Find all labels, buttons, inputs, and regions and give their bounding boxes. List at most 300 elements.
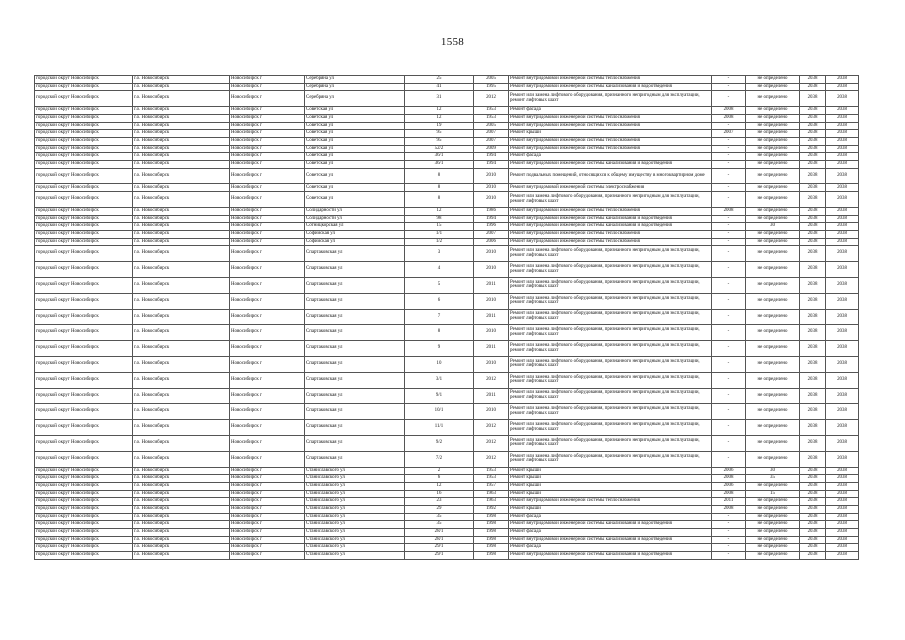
work-type-cell: Ремонт или замена лифтового оборудования, признанного непригодным для эксплуатации, ремонт лифтовых шахт	[509, 293, 712, 309]
table-row	[35, 231, 859, 239]
city-cell: Новосибирск г	[230, 490, 305, 498]
year-built-cell: 1998	[474, 529, 509, 537]
year-built-cell: 2006	[474, 238, 509, 246]
city-cell: Новосибирск г	[230, 505, 305, 513]
territory-cell: г.о. Новосибирск	[133, 277, 230, 293]
city-cell: Новосибирск г	[230, 238, 305, 246]
city-cell: Новосибирск г	[230, 246, 305, 262]
last-repair-year-cell: -	[712, 341, 746, 357]
street-cell: Советская ул	[305, 160, 405, 168]
year-built-cell: 2010	[474, 192, 509, 208]
plan-year-start-cell: 2038	[800, 341, 826, 357]
house-number-cell: 98	[405, 215, 474, 223]
street-cell: Солидарности ул	[305, 207, 405, 215]
year-built-cell: 2007	[474, 231, 509, 239]
territory-cell: г.о. Новосибирск	[133, 145, 230, 153]
plan-year-start-cell: 2038	[800, 505, 826, 513]
municipality-cell: городской округ Новосибирск	[35, 223, 133, 231]
municipality-cell: городской округ Новосибирск	[35, 544, 133, 552]
year-built-cell: 2005	[474, 122, 509, 130]
table-row	[35, 435, 859, 451]
wear-cell: не определено	[746, 184, 800, 192]
municipality-cell: городской округ Новосибирск	[35, 451, 133, 467]
municipality-cell: городской округ Новосибирск	[35, 372, 133, 388]
house-number-cell: 12	[405, 482, 474, 490]
city-cell: Новосибирск г	[230, 293, 305, 309]
plan-year-start-cell: 2038	[800, 160, 826, 168]
municipality-cell: городской округ Новосибирск	[35, 262, 133, 278]
table-row	[35, 404, 859, 420]
territory-cell: г.о. Новосибирск	[133, 451, 230, 467]
city-cell: Новосибирск г	[230, 137, 305, 145]
work-type-cell: Ремонт внутридомовой инженерной системы теплоснабжения	[509, 238, 712, 246]
city-cell: Новосибирск г	[230, 521, 305, 529]
municipality-cell: городской округ Новосибирск	[35, 521, 133, 529]
year-built-cell: 1953	[474, 107, 509, 115]
territory-cell: г.о. Новосибирск	[133, 184, 230, 192]
table-row	[35, 529, 859, 537]
year-built-cell: 1992	[474, 505, 509, 513]
work-type-cell: Ремонт внутридомовой инженерной системы теплоснабжения	[509, 122, 712, 130]
work-type-cell: Ремонт фасада	[509, 513, 712, 521]
wear-cell: не определено	[746, 76, 800, 84]
plan-year-end-cell: 2038	[826, 114, 859, 122]
table-row	[35, 544, 859, 552]
house-number-cell: 10	[405, 356, 474, 372]
territory-cell: г.о. Новосибирск	[133, 223, 230, 231]
last-repair-year-cell: -	[712, 168, 746, 184]
year-built-cell: 2010	[474, 168, 509, 184]
table-row	[35, 238, 859, 246]
work-type-cell: Ремонт крыши	[509, 505, 712, 513]
last-repair-year-cell: -	[712, 544, 746, 552]
plan-year-end-cell: 2038	[826, 130, 859, 138]
city-cell: Новосибирск г	[230, 207, 305, 215]
city-cell: Новосибирск г	[230, 114, 305, 122]
work-type-cell: Ремонт внутридомовой инженерной системы электроснабжения	[509, 184, 712, 192]
municipality-cell: городской округ Новосибирск	[35, 435, 133, 451]
last-repair-year-cell: -	[712, 122, 746, 130]
last-repair-year-cell: 2006	[712, 467, 746, 475]
city-cell: Новосибирск г	[230, 341, 305, 357]
wear-cell: 35	[746, 475, 800, 483]
last-repair-year-cell: -	[712, 192, 746, 208]
last-repair-year-cell: -	[712, 388, 746, 404]
last-repair-year-cell: -	[712, 91, 746, 107]
plan-year-end-cell: 2038	[826, 107, 859, 115]
city-cell: Новосибирск г	[230, 404, 305, 420]
city-cell: Новосибирск г	[230, 262, 305, 278]
wear-cell: не определено	[746, 107, 800, 115]
year-built-cell: 2011	[474, 277, 509, 293]
city-cell: Новосибирск г	[230, 168, 305, 184]
year-built-cell: 1986	[474, 207, 509, 215]
territory-cell: г.о. Новосибирск	[133, 293, 230, 309]
city-cell: Новосибирск г	[230, 223, 305, 231]
plan-year-start-cell: 2038	[800, 246, 826, 262]
plan-year-end-cell: 2038	[826, 293, 859, 309]
plan-year-start-cell: 2038	[800, 262, 826, 278]
street-cell: Советская ул	[305, 114, 405, 122]
work-type-cell: Ремонт внутридомовой инженерной системы канализования и водоотведения	[509, 83, 712, 91]
year-built-cell: 2011	[474, 309, 509, 325]
last-repair-year-cell: -	[712, 435, 746, 451]
year-built-cell: 2010	[474, 325, 509, 341]
territory-cell: г.о. Новосибирск	[133, 160, 230, 168]
municipality-cell: городской округ Новосибирск	[35, 107, 133, 115]
street-cell: Спартаковская ул	[305, 420, 405, 436]
street-cell: Серебряна ул	[305, 83, 405, 91]
table-row	[35, 552, 859, 560]
wear-cell: не определено	[746, 83, 800, 91]
territory-cell: г.о. Новосибирск	[133, 341, 230, 357]
territory-cell: г.о. Новосибирск	[133, 231, 230, 239]
house-number-cell: 29/1	[405, 552, 474, 560]
last-repair-year-cell: -	[712, 153, 746, 161]
year-built-cell: 2007	[474, 130, 509, 138]
plan-year-start-cell: 2038	[800, 475, 826, 483]
territory-cell: г.о. Новосибирск	[133, 505, 230, 513]
municipality-cell: городской округ Новосибирск	[35, 207, 133, 215]
table-row	[35, 192, 859, 208]
house-number-cell: 36/1	[405, 153, 474, 161]
work-type-cell: Ремонт внутридомовой инженерной системы канализования и водоотведения	[509, 552, 712, 560]
wear-cell: не определено	[746, 435, 800, 451]
municipality-cell: городской округ Новосибирск	[35, 475, 133, 483]
plan-year-start-cell: 2038	[800, 536, 826, 544]
last-repair-year-cell: -	[712, 536, 746, 544]
territory-cell: г.о. Новосибирск	[133, 513, 230, 521]
wear-cell: не определено	[746, 356, 800, 372]
house-number-cell: 19	[405, 122, 474, 130]
year-built-cell: 1998	[474, 544, 509, 552]
table-row	[35, 215, 859, 223]
work-type-cell: Ремонт или замена лифтового оборудования, признанного непригодным для эксплуатации, ремонт лифтовых шахт	[509, 309, 712, 325]
plan-year-start-cell: 2038	[800, 145, 826, 153]
city-cell: Новосибирск г	[230, 420, 305, 436]
municipality-cell: городской округ Новосибирск	[35, 83, 133, 91]
table-row	[35, 521, 859, 529]
year-built-cell: 1963	[474, 498, 509, 506]
wear-cell: не определено	[746, 137, 800, 145]
last-repair-year-cell: 2007	[712, 130, 746, 138]
territory-cell: г.о. Новосибирск	[133, 490, 230, 498]
street-cell: Софийская ул	[305, 238, 405, 246]
work-type-cell: Ремонт или замена лифтового оборудования, признанного непригодным для эксплуатации, ремонт лифтовых шахт	[509, 435, 712, 451]
territory-cell: г.о. Новосибирск	[133, 498, 230, 506]
territory-cell: г.о. Новосибирск	[133, 130, 230, 138]
table-row	[35, 137, 859, 145]
street-cell: Солидарности ул	[305, 215, 405, 223]
wear-cell: не определено	[746, 215, 800, 223]
table-row	[35, 513, 859, 521]
year-built-cell: 1998	[474, 552, 509, 560]
municipality-cell: городской округ Новосибирск	[35, 122, 133, 130]
plan-year-end-cell: 2038	[826, 420, 859, 436]
city-cell: Новосибирск г	[230, 475, 305, 483]
street-cell: Спартаковская ул	[305, 262, 405, 278]
work-type-cell: Ремонт внутридомовой инженерной системы канализования и водоотведения	[509, 160, 712, 168]
plan-year-end-cell: 2038	[826, 388, 859, 404]
plan-year-start-cell: 2038	[800, 544, 826, 552]
city-cell: Новосибирск г	[230, 482, 305, 490]
street-cell: Спартаковская ул	[305, 404, 405, 420]
territory-cell: г.о. Новосибирск	[133, 404, 230, 420]
street-cell: Спартаковская ул	[305, 246, 405, 262]
territory-cell: г.о. Новосибирск	[133, 107, 230, 115]
year-built-cell: 1963	[474, 490, 509, 498]
plan-year-start-cell: 2038	[800, 76, 826, 84]
street-cell: Станиславского ул	[305, 498, 405, 506]
work-type-cell: Ремонт внутридомовой инженерной системы теплоснабжения	[509, 207, 712, 215]
wear-cell: не определено	[746, 536, 800, 544]
territory-cell: г.о. Новосибирск	[133, 388, 230, 404]
year-built-cell: 2010	[474, 246, 509, 262]
wear-cell: не определено	[746, 309, 800, 325]
year-built-cell: 1995	[474, 83, 509, 91]
work-type-cell: Ремонт внутридомовой инженерной системы теплоснабжения	[509, 114, 712, 122]
plan-year-end-cell: 2038	[826, 513, 859, 521]
municipality-cell: городской округ Новосибирск	[35, 536, 133, 544]
municipality-cell: городской округ Новосибирск	[35, 529, 133, 537]
city-cell: Новосибирск г	[230, 544, 305, 552]
house-number-cell: 4	[405, 262, 474, 278]
plan-year-start-cell: 2038	[800, 192, 826, 208]
work-type-cell: Ремонт или замена лифтового оборудования, признанного непригодным для эксплуатации, ремонт лифтовых шахт	[509, 246, 712, 262]
street-cell: Станиславского ул	[305, 482, 405, 490]
city-cell: Новосибирск г	[230, 145, 305, 153]
house-number-cell: 2	[405, 467, 474, 475]
street-cell: Советская ул	[305, 192, 405, 208]
year-built-cell: 2011	[474, 388, 509, 404]
plan-year-end-cell: 2038	[826, 207, 859, 215]
municipality-cell: городской округ Новосибирск	[35, 137, 133, 145]
municipality-cell: городской округ Новосибирск	[35, 246, 133, 262]
table-row	[35, 309, 859, 325]
year-built-cell: 2010	[474, 293, 509, 309]
wear-cell: не определено	[746, 451, 800, 467]
wear-cell: не определено	[746, 207, 800, 215]
municipality-cell: городской округ Новосибирск	[35, 231, 133, 239]
house-number-cell: 8	[405, 192, 474, 208]
plan-year-end-cell: 2038	[826, 153, 859, 161]
city-cell: Новосибирск г	[230, 231, 305, 239]
house-number-cell: 3/1	[405, 372, 474, 388]
municipality-cell: городской округ Новосибирск	[35, 293, 133, 309]
street-cell: Советская ул	[305, 107, 405, 115]
wear-cell: не определено	[746, 482, 800, 490]
plan-year-end-cell: 2038	[826, 498, 859, 506]
municipality-cell: городской округ Новосибирск	[35, 130, 133, 138]
municipality-cell: городской округ Новосибирск	[35, 309, 133, 325]
street-cell: Спартаковская ул	[305, 293, 405, 309]
street-cell: Станиславского ул	[305, 475, 405, 483]
year-built-cell: 1953	[474, 467, 509, 475]
table-row	[35, 145, 859, 153]
plan-year-start-cell: 2038	[800, 404, 826, 420]
table-row	[35, 498, 859, 506]
plan-year-end-cell: 2038	[826, 341, 859, 357]
year-built-cell: 1994	[474, 215, 509, 223]
plan-year-end-cell: 2038	[826, 231, 859, 239]
territory-cell: г.о. Новосибирск	[133, 153, 230, 161]
plan-year-start-cell: 2038	[800, 223, 826, 231]
municipality-cell: городской округ Новосибирск	[35, 498, 133, 506]
last-repair-year-cell: 2008	[712, 475, 746, 483]
city-cell: Новосибирск г	[230, 356, 305, 372]
year-built-cell: 2012	[474, 91, 509, 107]
year-built-cell: 1953	[474, 475, 509, 483]
year-built-cell: 1994	[474, 160, 509, 168]
work-type-cell: Ремонт или замена лифтового оборудования, признанного непригодным для эксплуатации, ремонт лифтовых шахт	[509, 192, 712, 208]
last-repair-year-cell: -	[712, 76, 746, 84]
plan-year-end-cell: 2038	[826, 529, 859, 537]
plan-year-start-cell: 2038	[800, 207, 826, 215]
work-type-cell: Ремонт или замена лифтового оборудования, признанного непригодным для эксплуатации, ремонт лифтовых шахт	[509, 372, 712, 388]
year-built-cell: 2012	[474, 420, 509, 436]
territory-cell: г.о. Новосибирск	[133, 325, 230, 341]
work-type-cell: Ремонт внутридомовой инженерной системы теплоснабжения	[509, 137, 712, 145]
last-repair-year-cell: -	[712, 420, 746, 436]
table-row	[35, 130, 859, 138]
plan-year-start-cell: 2038	[800, 420, 826, 436]
table-row	[35, 184, 859, 192]
work-type-cell: Ремонт или замена лифтового оборудования, признанного непригодным для эксплуатации, ремонт лифтовых шахт	[509, 404, 712, 420]
city-cell: Новосибирск г	[230, 372, 305, 388]
plan-year-end-cell: 2038	[826, 356, 859, 372]
municipality-cell: городской округ Новосибирск	[35, 160, 133, 168]
wear-cell: не определено	[746, 341, 800, 357]
territory-cell: г.о. Новосибирск	[133, 356, 230, 372]
municipality-cell: городской округ Новосибирск	[35, 215, 133, 223]
plan-year-start-cell: 2038	[800, 231, 826, 239]
territory-cell: г.о. Новосибирск	[133, 521, 230, 529]
last-repair-year-cell: 2008	[712, 490, 746, 498]
plan-year-end-cell: 2038	[826, 215, 859, 223]
last-repair-year-cell: -	[712, 145, 746, 153]
table-row	[35, 293, 859, 309]
house-number-cell: 9	[405, 341, 474, 357]
work-type-cell: Ремонт фасада	[509, 529, 712, 537]
territory-cell: г.о. Новосибирск	[133, 536, 230, 544]
house-number-cell: 29	[405, 505, 474, 513]
wear-cell: 30	[746, 467, 800, 475]
year-built-cell: 2010	[474, 184, 509, 192]
city-cell: Новосибирск г	[230, 309, 305, 325]
territory-cell: г.о. Новосибирск	[133, 114, 230, 122]
table-body	[35, 76, 859, 560]
plan-year-end-cell: 2038	[826, 482, 859, 490]
territory-cell: г.о. Новосибирск	[133, 207, 230, 215]
territory-cell: г.о. Новосибирск	[133, 482, 230, 490]
wear-cell: не определено	[746, 130, 800, 138]
plan-year-start-cell: 2038	[800, 130, 826, 138]
city-cell: Новосибирск г	[230, 529, 305, 537]
wear-cell: не определено	[746, 513, 800, 521]
work-type-cell: Ремонт крыши	[509, 482, 712, 490]
plan-year-start-cell: 2038	[800, 184, 826, 192]
plan-year-start-cell: 2038	[800, 521, 826, 529]
plan-year-end-cell: 2038	[826, 160, 859, 168]
wear-cell: 30	[746, 223, 800, 231]
municipality-cell: городской округ Новосибирск	[35, 356, 133, 372]
street-cell: Спартаковская ул	[305, 372, 405, 388]
year-built-cell: 2011	[474, 341, 509, 357]
plan-year-end-cell: 2038	[826, 137, 859, 145]
plan-year-start-cell: 2038	[800, 238, 826, 246]
work-type-cell: Ремонт внутридомовой инженерной системы канализования и водоотведения	[509, 215, 712, 223]
table-row	[35, 83, 859, 91]
city-cell: Новосибирск г	[230, 215, 305, 223]
work-type-cell: Ремонт крыши	[509, 490, 712, 498]
work-type-cell: Ремонт внутридомовой инженерной системы теплоснабжения	[509, 498, 712, 506]
plan-year-end-cell: 2038	[826, 404, 859, 420]
house-number-cell: 8	[405, 168, 474, 184]
table-row	[35, 356, 859, 372]
street-cell: Спартаковская ул	[305, 309, 405, 325]
municipality-cell: городской округ Новосибирск	[35, 184, 133, 192]
last-repair-year-cell: -	[712, 325, 746, 341]
street-cell: Сотницкорская ул	[305, 223, 405, 231]
street-cell: Софийская ул	[305, 231, 405, 239]
last-repair-year-cell: -	[712, 231, 746, 239]
work-type-cell: Ремонт внутридомовой инженерной системы канализования и водоотведения	[509, 536, 712, 544]
plan-year-start-cell: 2038	[800, 107, 826, 115]
city-cell: Новосибирск г	[230, 76, 305, 84]
plan-year-end-cell: 2038	[826, 435, 859, 451]
plan-year-start-cell: 2038	[800, 91, 826, 107]
territory-cell: г.о. Новосибирск	[133, 246, 230, 262]
plan-year-end-cell: 2038	[826, 521, 859, 529]
city-cell: Новосибирск г	[230, 498, 305, 506]
year-built-cell: 1994	[474, 153, 509, 161]
wear-cell: не определено	[746, 262, 800, 278]
house-number-cell: 3	[405, 246, 474, 262]
wear-cell: 15	[746, 490, 800, 498]
territory-cell: г.о. Новосибирск	[133, 372, 230, 388]
house-number-cell: 8	[405, 184, 474, 192]
street-cell: Станиславского ул	[305, 505, 405, 513]
street-cell: Станиславского ул	[305, 467, 405, 475]
wear-cell: не определено	[746, 505, 800, 513]
municipality-cell: городской округ Новосибирск	[35, 145, 133, 153]
wear-cell: не определено	[746, 192, 800, 208]
table-row	[35, 325, 859, 341]
city-cell: Новосибирск г	[230, 160, 305, 168]
year-built-cell: 2012	[474, 435, 509, 451]
street-cell: Станиславского ул	[305, 529, 405, 537]
year-built-cell: 1998	[474, 521, 509, 529]
territory-cell: г.о. Новосибирск	[133, 467, 230, 475]
table-row	[35, 482, 859, 490]
house-number-cell: 10/1	[405, 404, 474, 420]
plan-year-end-cell: 2038	[826, 475, 859, 483]
street-cell: Спартаковская ул	[305, 277, 405, 293]
year-built-cell: 1998	[474, 536, 509, 544]
house-number-cell: 7/2	[405, 451, 474, 467]
last-repair-year-cell: -	[712, 529, 746, 537]
plan-year-end-cell: 2038	[826, 552, 859, 560]
city-cell: Новосибирск г	[230, 91, 305, 107]
last-repair-year-cell: -	[712, 513, 746, 521]
work-type-cell: Ремонт внутридомовой инженерной системы канализования и водоотведения	[509, 223, 712, 231]
street-cell: Станиславского ул	[305, 552, 405, 560]
plan-year-start-cell: 2038	[800, 482, 826, 490]
table-row	[35, 246, 859, 262]
house-number-cell: 41	[405, 83, 474, 91]
territory-cell: г.о. Новосибирск	[133, 435, 230, 451]
wear-cell: не определено	[746, 168, 800, 184]
